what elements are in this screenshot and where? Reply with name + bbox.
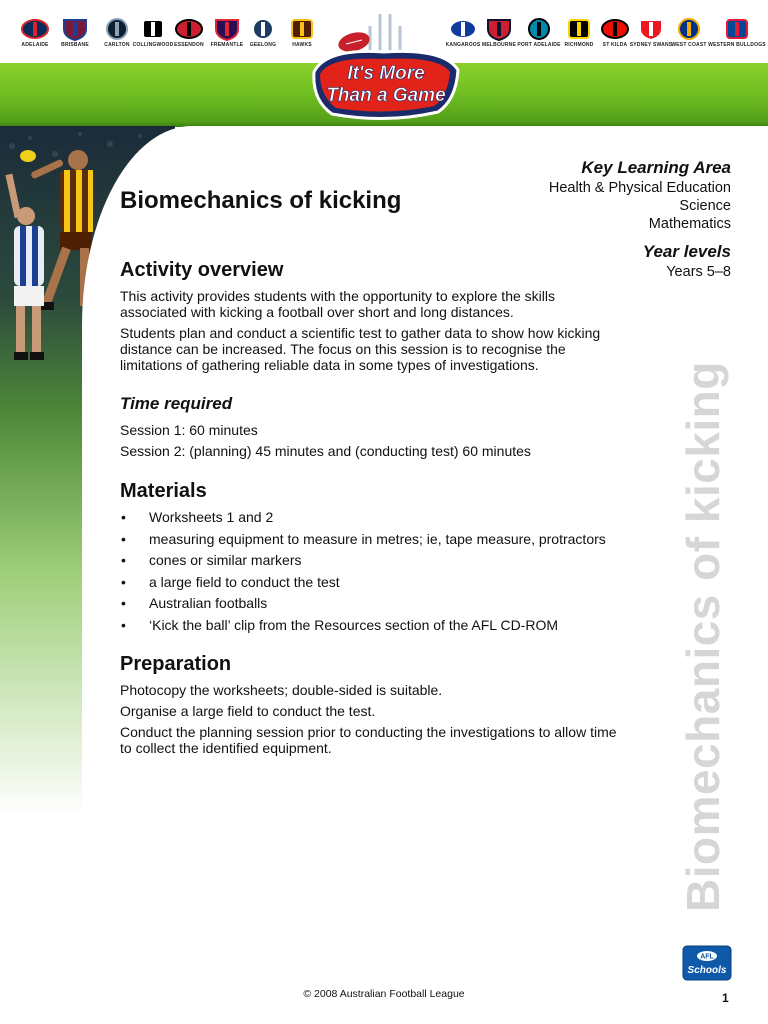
bullet: • (121, 552, 126, 568)
club-logo-icon (246, 17, 280, 51)
club-logo-icon (598, 17, 632, 51)
activity-overview-heading: Activity overview (120, 259, 284, 281)
learning-area-item: Science (679, 198, 731, 214)
list-item (120, 509, 620, 525)
club-logo-icon (517, 17, 561, 51)
club-name: CARLTON (104, 42, 130, 48)
club-logo-icon (672, 17, 706, 51)
key-learning-area-heading: Key Learning Area (581, 158, 731, 177)
bullet: • (121, 530, 126, 547)
main-content (120, 258, 620, 761)
activity-overview-paragraph: This activity provides students with the opportunity to explore the skills associated with kicking a football over short and long distances. (120, 288, 555, 320)
material-item: Worksheets 1 and 2 (149, 509, 274, 525)
club-logo-icon (172, 17, 206, 51)
preparation-heading: Preparation (120, 653, 232, 675)
club-name: COLLINGWOOD (132, 42, 174, 48)
club-name: RICHMOND (564, 42, 594, 48)
material-item: ‘Kick the ball’ clip from the Resources section of the AFL CD-ROM (149, 616, 559, 633)
materials-list (120, 509, 620, 633)
club-name: PORT ADELAIDE (517, 42, 561, 48)
club-name: WEST COAST (671, 42, 707, 48)
time-required-heading: Time required (120, 394, 233, 413)
badge-line1: AFL (700, 953, 714, 961)
club-name: GEELONG (249, 42, 277, 48)
club-logo-icon (132, 17, 174, 51)
logo-line2: Than a Game (326, 85, 446, 106)
session-time: Session 2: (planning) 45 minutes and (conducting test) 60 minutes (120, 443, 531, 459)
club-logo-icon (482, 17, 516, 51)
club-name: WESTERN BULLDOGS (708, 42, 766, 48)
bullet: • (121, 573, 126, 590)
logo-line1: It's More (347, 63, 425, 84)
club-name: ST KILDA (602, 42, 628, 48)
bullet: • (121, 595, 126, 611)
club-logo-icon (18, 17, 52, 51)
activity-overview-paragraph: Students plan and conduct a scientific test to gather data to show how kicking distance can be increased. The focus on this session is to recognise the limitations of gathering reliable data in some types of investigations. (120, 325, 601, 373)
preparation-paragraph: Organise a large field to conduct the test. (120, 703, 376, 719)
preparation-paragraph: Conduct the planning session prior to conducting the investigations to allow time to collect the identified equipment. (120, 724, 617, 756)
badge-line2: Schools (687, 965, 727, 976)
club-logo-icon (562, 17, 596, 51)
material-item: measuring equipment to measure in metres; ie, tape measure, protractors (149, 530, 606, 547)
preparation-paragraph: Photocopy the worksheets; double-sided is suitable. (120, 682, 443, 698)
material-item: Australian footballs (149, 595, 268, 611)
session-time: Session 1: 60 minutes (120, 422, 258, 438)
materials-heading: Materials (120, 480, 207, 502)
learning-area-item: Health & Physical Education (548, 180, 731, 196)
club-name: FREMANTLE (210, 42, 244, 48)
list-item (120, 595, 620, 611)
club-logo-icon (708, 17, 766, 51)
list-item (120, 552, 620, 568)
club-name: HAWKS (292, 42, 312, 48)
vertical-title-watermark: Biomechanics of kicking (677, 361, 729, 912)
copyright-footer: © 2008 Australian Football League (303, 988, 465, 1000)
club-name: ESSENDON (174, 42, 204, 48)
its-more-than-a-game-logo (306, 12, 464, 124)
material-item: cones or similar markers (149, 552, 302, 568)
club-logo-icon (629, 17, 673, 51)
club-name: ADELAIDE (21, 42, 49, 48)
club-name: MELBOURNE (481, 42, 517, 48)
page-number: 1 (722, 991, 729, 1005)
bullet: • (121, 616, 126, 633)
club-name: SYDNEY SWANS (629, 42, 673, 48)
club-name: KANGAROOS (445, 42, 481, 48)
bullet: • (121, 509, 126, 525)
year-levels-heading: Year levels (642, 242, 731, 261)
club-logo-icon (210, 17, 244, 51)
list-item (120, 531, 620, 547)
learning-area-item: Mathematics (648, 216, 731, 232)
document-title: Biomechanics of kicking (120, 187, 402, 214)
material-item: a large field to conduct the test (149, 573, 340, 590)
list-item (120, 617, 620, 633)
year-levels-value: Years 5–8 (666, 264, 731, 280)
club-logo-icon (100, 17, 134, 51)
afl-schools-badge (682, 945, 732, 981)
list-item (120, 574, 620, 590)
club-name: BRISBANE (61, 42, 89, 48)
club-logo-icon (58, 17, 92, 51)
